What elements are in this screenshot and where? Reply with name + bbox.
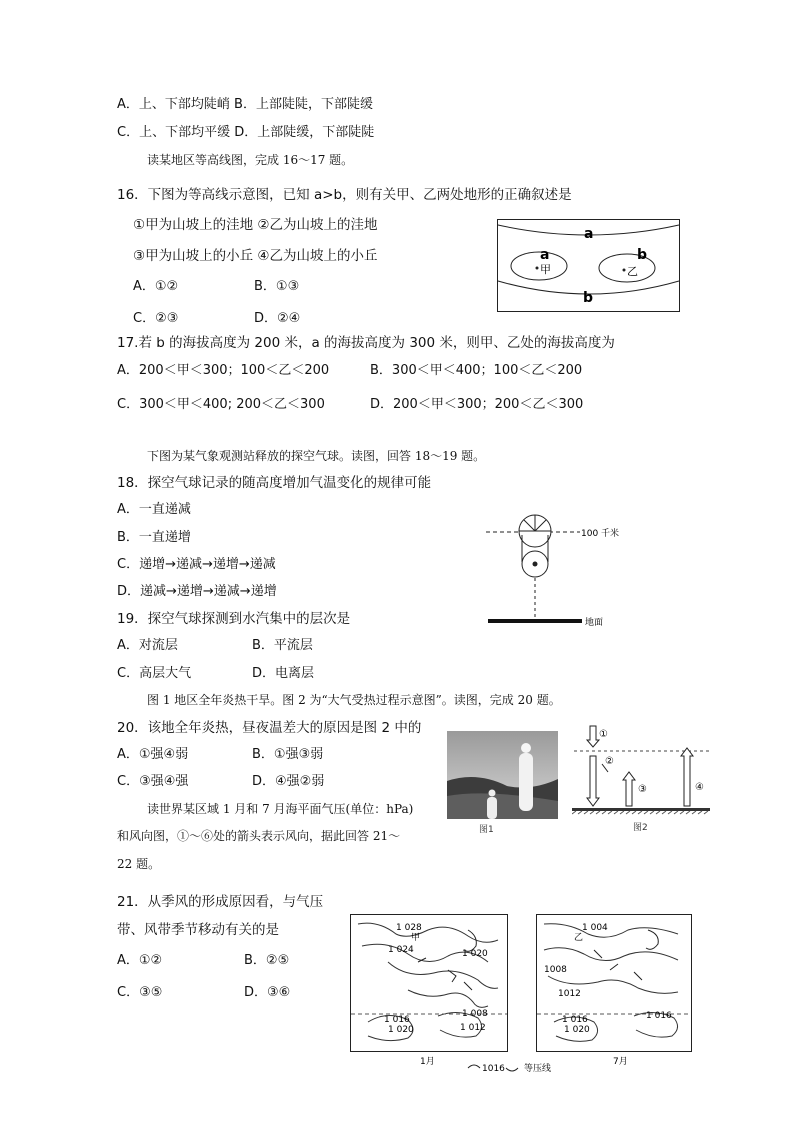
question-20: 20．该地全年炎热，昼夜温差大的原因是图 2 中的	[117, 720, 422, 736]
question-18: 18．探空气球记录的随高度增加气温变化的规律可能	[117, 475, 432, 491]
option-d: D．电离层	[252, 666, 315, 681]
option-d: D．②④	[254, 311, 301, 326]
desert-photo	[447, 731, 558, 835]
option-line: A．上、下部均陡峭 B．上部陡陡，下部陡缓	[117, 97, 373, 112]
option-d: D．200＜甲＜300；200＜乙＜300	[370, 397, 584, 412]
option-b: B．①强③弱	[252, 747, 324, 762]
statement-line: ③甲为山坡上的小丘 ④乙为山坡上的小丘	[133, 248, 378, 264]
ground-label: 地面	[585, 618, 604, 628]
option-a: A．对流层	[117, 638, 178, 653]
question-17: 17.若 b 的海拔高度为 200 米，a 的海拔高度为 300 米，则甲、乙处的海拔高度为	[117, 335, 615, 351]
jul-1020: 1 020	[564, 1025, 590, 1035]
option-a: A．一直递减	[117, 502, 191, 517]
question-21-cont: 带、风带季节移动有关的是	[117, 922, 279, 938]
label-4: ④	[695, 782, 704, 793]
option-a: A．①②	[117, 953, 163, 968]
question-19: 19．探空气球探测到水汽集中的层次是	[117, 611, 351, 627]
option-c: C．②③	[133, 311, 179, 326]
height-label: 100 千米	[581, 529, 620, 539]
label-b-inner: b	[637, 247, 648, 263]
jul-1012: 1012	[558, 989, 581, 999]
jan-1016: 1 016	[384, 1015, 410, 1025]
option-a: A．200＜甲＜300；100＜乙＜200	[117, 363, 330, 378]
jan-1012: 1 012	[460, 1023, 486, 1033]
jul-1008: 1008	[544, 965, 567, 975]
question-21: 21．从季风的形成原因看，与气压	[117, 894, 324, 910]
statement-line: ①甲为山坡上的洼地 ②乙为山坡上的洼地	[133, 217, 378, 233]
jan-1020b: 1 020	[388, 1025, 414, 1035]
legend-label: 等压线	[524, 1064, 552, 1074]
jul-1016: 1 016	[562, 1015, 588, 1025]
option-b: B．300＜甲＜400；100＜乙＜200	[370, 363, 583, 378]
label-b-bottom: b	[583, 290, 594, 306]
label-1: ①	[599, 729, 608, 740]
balloon-figure	[480, 512, 630, 630]
jan-1024: 1 024	[388, 945, 414, 955]
option-b: B．平流层	[252, 638, 313, 653]
fig1-caption: 图1	[479, 825, 494, 835]
option-c: C．③强④强	[117, 774, 189, 789]
label-a-top: a	[584, 226, 594, 242]
option-d: D．④强②弱	[252, 774, 325, 789]
option-d: D．③⑥	[244, 985, 291, 1000]
jan-jia: 甲	[411, 933, 421, 943]
option-d: D．递减→递增→递减→递增	[117, 584, 277, 599]
option-line: C．上、下部均平缓 D．上部陡缓，下部陡陡	[117, 125, 375, 140]
option-b: B．一直递增	[117, 530, 191, 545]
question-16: 16．下图为等高线示意图，已知 a>b，则有关甲、乙两处地形的正确叙述是	[117, 187, 572, 203]
label-yi: 乙	[627, 265, 638, 278]
jul-1016b: 1 016	[646, 1011, 672, 1021]
heat-diagram	[572, 724, 712, 836]
option-a: A．①强④弱	[117, 747, 189, 762]
jul-yi: 乙	[574, 933, 584, 943]
jan-caption: 1月	[420, 1057, 435, 1067]
pressure-maps	[348, 910, 698, 1074]
jan-1028: 1 028	[396, 923, 422, 933]
jul-1004: 1 004	[582, 923, 608, 933]
instruction: 读某地区等高线图，完成 16～17 题。	[147, 153, 354, 167]
instruction: 读世界某区域 1 月和 7 月海平面气压(单位：hPa)	[147, 802, 414, 816]
option-c: C．300＜甲＜400; 200＜乙＜300	[117, 397, 325, 412]
option-c: C．③⑤	[117, 985, 163, 1000]
label-jia: 甲	[540, 263, 551, 276]
instruction: 22 题。	[117, 857, 161, 871]
fig2-caption: 图2	[633, 823, 648, 833]
jan-1008: 1 008	[462, 1009, 488, 1019]
instruction: 下图为某气象观测站释放的探空气球。读图，回答 18～19 题。	[147, 449, 486, 463]
instruction: 和风向图，①～⑥处的箭头表示风向，据此回答 21～	[117, 829, 401, 843]
label-3: ③	[638, 784, 647, 795]
legend-value: 1016	[482, 1064, 505, 1074]
jul-caption: 7月	[613, 1057, 628, 1067]
label-2: ②	[605, 756, 614, 767]
label-a-inner: a	[540, 247, 550, 263]
contour-figure	[497, 219, 680, 312]
option-c: C．高层大气	[117, 666, 192, 681]
option-b: B．①③	[254, 279, 300, 294]
instruction: 图 1 地区全年炎热干旱。图 2 为“大气受热过程示意图”。读图，完成 20 题。	[147, 693, 561, 707]
jan-1020: 1 020	[462, 949, 488, 959]
option-a: A．①②	[133, 279, 179, 294]
option-b: B．②⑤	[244, 953, 290, 968]
option-c: C．递增→递减→递增→递减	[117, 557, 276, 572]
